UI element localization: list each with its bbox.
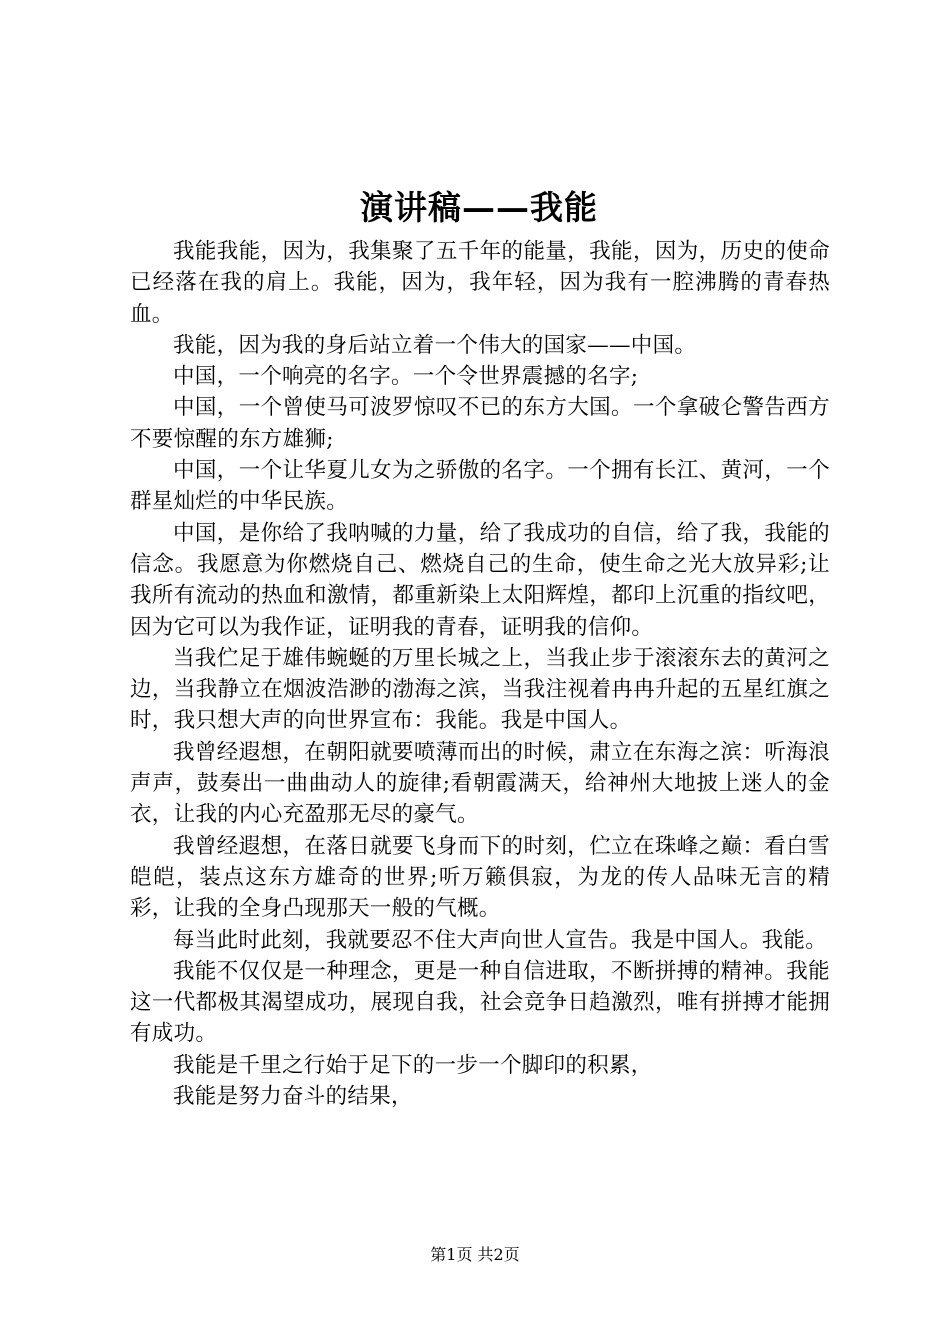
paragraph: 中国，一个让华夏儿女为之骄傲的名字。一个拥有长江、黄河，一个群星灿烂的中华民族。 (130, 458, 830, 515)
paragraph: 中国，是你给了我呐喊的力量，给了我成功的自信，给了我，我能的信念。我愿意为你燃烧自己、燃烧自己的生命，使生命之光大放异彩;让我所有流动的热血和激情，都重新染上太阳辉煌，都印上沉重的指纹吧，因为它可以为我作证，证明我的青春，证明我的信仰。 (130, 520, 830, 640)
paragraph: 我能是努力奋斗的结果， (173, 1084, 413, 1110)
paragraph: 我曾经遐想，在朝阳就要喷薄而出的时候，肃立在东海之滨：听海浪声声，鼓奏出一曲曲动人的旋律;看朝霞满天，给神州大地披上迷人的金衣，让我的内心充盈那无尽的豪气。 (130, 739, 830, 828)
paragraph: 我能不仅仅是一种理念，更是一种自信进取，不断拼搏的精神。我能这一代都极其渴望成功，展现自我，社会竞争日趋激烈，唯有拼搏才能拥有成功。 (130, 958, 830, 1047)
paragraph: 我曾经遐想，在落日就要飞身而下的时刻，伫立在珠峰之巅：看白雪皑皑，装点这东方雄奇的世界;听万籁俱寂，为龙的传人品味无言的精彩，让我的全身凸现那天一般的气概。 (130, 833, 830, 922)
paragraph: 中国，一个曾使马可波罗惊叹不已的东方大国。一个拿破仑警告西方不要惊醒的东方雄狮; (130, 395, 830, 452)
paragraph: 我能是千里之行始于足下的一步一个脚印的积累， (173, 1052, 653, 1078)
paragraph: 我能，因为我的身后站立着一个伟大的国家——中国。 (173, 332, 697, 358)
paragraph: 我能我能，因为，我集聚了五千年的能量，我能，因为，历史的使命已经落在我的肩上。我能，因为，我年轻，因为我有一腔沸腾的青春热血。 (130, 239, 830, 327)
page-footer: 第1页 共2页 (430, 1245, 520, 1264)
paragraph: 中国，一个响亮的名字。一个令世界震撼的名字; (173, 364, 639, 390)
document-title: 演讲稿——我能 (360, 188, 598, 227)
paragraph: 当我伫足于雄伟蜿蜒的万里长城之上，当我止步于滚滚东去的黄河之边，当我静立在烟波浩渺的渤海之滨，当我注视着冉冉升起的五星红旗之时，我只想大声的向世界宣布：我能。我是中国人。 (130, 645, 830, 734)
paragraph: 每当此时此刻，我就要忍不住大声向世人宣告。我是中国人。我能。 (173, 927, 828, 953)
document-body (130, 236, 830, 1112)
